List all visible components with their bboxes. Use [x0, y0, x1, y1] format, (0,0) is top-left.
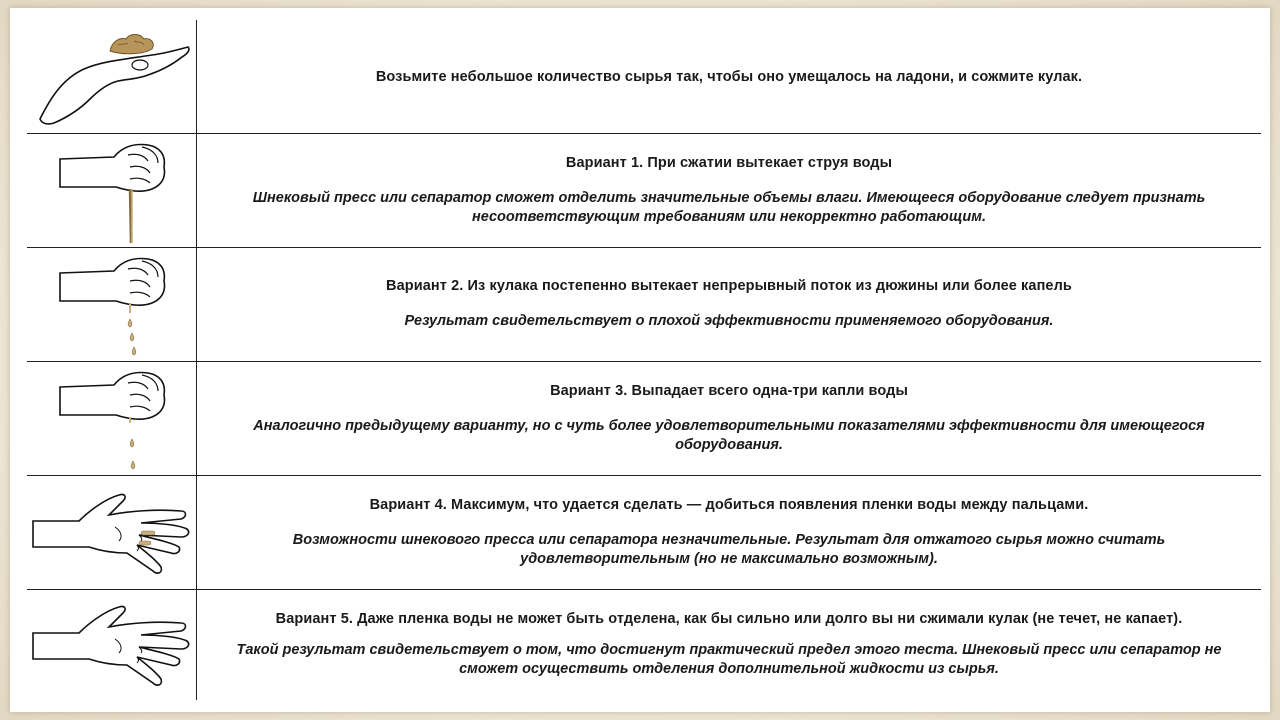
open-hand-dry-icon — [29, 593, 195, 697]
row-instruction: Возьмите небольшое количество сырья так, чтобы оно умещалось на ладони, и сожмите кулак. — [375, 68, 1083, 85]
row-image-cell — [27, 362, 196, 475]
open-hand-with-material-icon — [32, 27, 192, 127]
squeeze-test-table — [27, 20, 1261, 700]
row-image-cell — [27, 20, 196, 133]
fist-few-drops-icon — [52, 365, 172, 473]
variant-3-description: Аналогично предыдущему варианту, но с чуть более удовлетворительными показателями эффективности для имеющегося оборудования. — [253, 417, 1205, 453]
open-hand-water-film-icon — [29, 481, 195, 585]
row-text-cell — [197, 248, 1261, 361]
row-text-cell — [197, 20, 1261, 133]
fist-continuous-drops-icon — [52, 251, 172, 359]
row-image-cell — [27, 476, 196, 589]
row-image-cell — [27, 134, 196, 247]
variant-4-title: Вариант 4. Максимум, что удается сделать — добиться появления пленки воды между пальцами. — [369, 496, 1089, 513]
row-text-cell — [197, 134, 1261, 247]
variant-5-description: Такой результат свидетельствует о том, что достигнут практический предел этого теста. Шнековый пресс или сепаратор не сможет осуществить отделения дополнительной жидкости из сырья. — [236, 642, 1222, 677]
variant-1-description: Шнековый пресс или сепаратор сможет отделить значительные объемы влаги. Имеющееся оборудование следует признать несоответствующим требованиям или некорректно работающим. — [252, 189, 1206, 225]
row-text-cell — [197, 362, 1261, 475]
variant-1-title: Вариант 1. При сжатии вытекает струя воды — [565, 154, 893, 171]
row-image-cell — [27, 248, 196, 361]
row-image-cell — [27, 590, 196, 700]
slide — [10, 8, 1270, 712]
variant-4-description: Возможности шнекового пресса или сепаратора незначительные. Результат для отжатого сырья можно считать удовлетворительным (но не максимально возможным). — [292, 531, 1166, 567]
row-text-cell — [197, 476, 1261, 589]
row-text-cell — [197, 590, 1261, 700]
variant-3-title: Вариант 3. Выпадает всего одна-три капли воды — [550, 382, 908, 399]
fist-water-stream-icon — [52, 137, 172, 245]
variant-2-title: Вариант 2. Из кулака постепенно вытекает непрерывный поток из дюжины или более капель — [386, 278, 1072, 294]
variant-2-description: Результат свидетельствует о плохой эффективности применяемого оборудования. — [404, 313, 1054, 329]
variant-5-title: Вариант 5. Даже пленка воды не может быть отделена, как бы сильно или долго вы ни сжимали кулак (не течет, не капает). — [275, 611, 1183, 627]
